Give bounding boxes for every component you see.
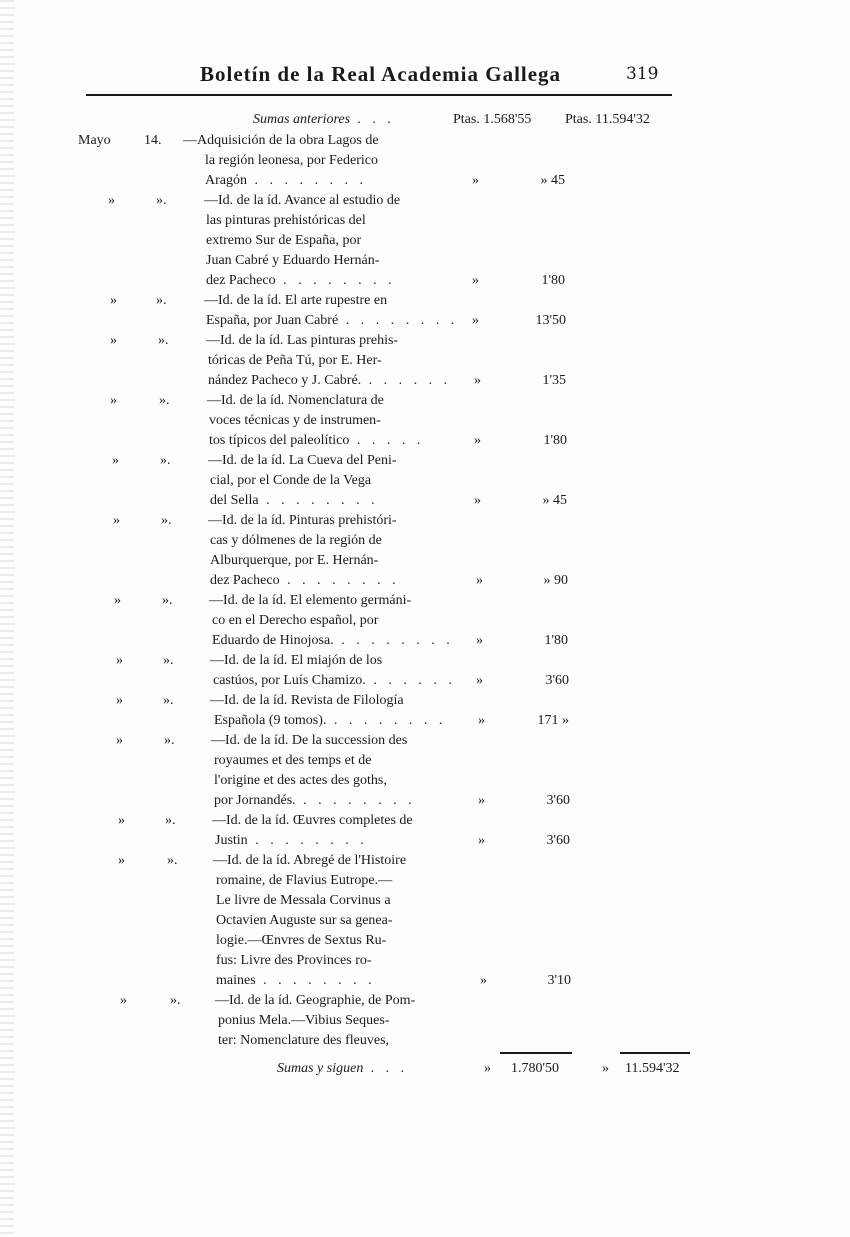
entry-text-line	[212, 631, 454, 651]
entry-text: —Id. de la íd. Geographie, de Pom-	[215, 993, 416, 1008]
entry-amount: 3'60	[546, 793, 570, 808]
entry-text: —Id. de la íd. El elemento germáni-	[209, 593, 412, 608]
entry-day: ».	[167, 853, 178, 868]
entry-text: cas y dólmenes de la región de	[210, 533, 382, 548]
page-number: 319	[626, 64, 659, 84]
entry-text-line	[216, 891, 391, 911]
carry-forward-label: Sumas anteriores . . .	[253, 112, 396, 127]
entry-text: romaine, de Flavius Eutrope.—	[216, 873, 393, 888]
entry-text: voces técnicas y de instrumen-	[209, 413, 381, 428]
entry-text-line	[206, 211, 366, 231]
totals-col1: 1.780'50	[511, 1061, 560, 1076]
leader-dots: . . . . . . . .	[255, 973, 376, 988]
entry-text-line	[206, 271, 396, 291]
entry-amount: 1'35	[542, 373, 566, 388]
entry-text: las pinturas prehistóricas del	[206, 213, 366, 228]
leader-dots: . . . . . .	[365, 673, 456, 688]
leader-dots: . . . . . . . .	[333, 633, 454, 648]
entry-day: ».	[158, 333, 169, 348]
entry-text: —Id. de la íd. Las pinturas prehis-	[206, 333, 399, 348]
entry-month: »	[118, 813, 125, 828]
entry-text: —Id. de la íd. El miajón de los	[210, 653, 383, 668]
entry-text: ter: Nomenclature des fleuves,	[218, 1033, 390, 1048]
entry-amount: 3'10	[547, 973, 571, 988]
entry-mark: »	[472, 273, 479, 288]
entry-text: Eduardo de Hinojosa.	[212, 633, 334, 648]
entry-text-line	[216, 951, 372, 971]
entry-text: tóricas de Peña Tú, por E. Her-	[208, 353, 382, 368]
entry-text-line	[183, 131, 379, 151]
entry-text: Juan Cabré y Eduardo Hernán-	[206, 253, 380, 268]
entry-day: ».	[162, 593, 173, 608]
entry-day: ».	[159, 393, 170, 408]
entry-month: »	[110, 393, 117, 408]
entry-text-line	[210, 691, 404, 711]
entry-text-line	[210, 571, 400, 591]
entry-month: »	[110, 333, 117, 348]
entry-month: »	[108, 193, 115, 208]
entry-amount: 1'80	[541, 273, 565, 288]
entry-text: Aragón	[205, 173, 247, 188]
leader-dots: . . . . . . . .	[275, 273, 396, 288]
entry-text: —Id. de la íd. Avance al estudio de	[204, 193, 401, 208]
subtotal-rule-col2	[620, 1052, 690, 1054]
entry-text-line	[208, 451, 397, 471]
entry-amount: 3'60	[545, 673, 569, 688]
entry-text: —Id. de la íd. Abregé de l'Histoire	[213, 853, 407, 868]
entry-text: —Id. de la íd. La Cueva del Peni-	[208, 453, 397, 468]
entry-text: la región leonesa, por Federico	[205, 153, 378, 168]
entry-text: extremo Sur de España, por	[206, 233, 362, 248]
entry-text-line	[218, 1011, 389, 1031]
entry-text: —Id. de la íd. Œuvres completes de	[212, 813, 413, 828]
entry-text-line	[212, 611, 378, 631]
entry-text-line	[208, 371, 451, 391]
entry-text: royaumes et des temps et de	[214, 753, 372, 768]
leader-dots: . . . . . . . .	[326, 713, 447, 728]
entry-month: »	[112, 453, 119, 468]
entry-text-line	[215, 991, 415, 1011]
entry-text-line	[216, 971, 376, 991]
entry-mark: »	[478, 713, 485, 728]
entry-day: ».	[161, 513, 172, 528]
entry-text-line	[214, 791, 416, 811]
entry-day: 14.	[144, 133, 162, 148]
totals-label: Sumas y siguen . . .	[277, 1061, 409, 1076]
entry-text-line	[210, 651, 382, 671]
entry-month: Mayo	[78, 133, 111, 148]
entry-text: tos típicos del paleolítico	[209, 433, 350, 448]
entry-mark: »	[472, 173, 479, 188]
entry-mark: »	[474, 493, 481, 508]
totals-mark-col1: »	[484, 1061, 491, 1076]
subtotal-rule-col1	[500, 1052, 572, 1054]
entry-mark: »	[474, 433, 481, 448]
entry-text: ponius Mela.—Vibius Seques-	[218, 1013, 390, 1028]
entry-text-line	[216, 871, 392, 891]
entry-month: »	[116, 733, 123, 748]
entry-text-line	[214, 771, 387, 791]
entry-text: logie.—Œnvres de Sextus Ru-	[216, 933, 387, 948]
entry-day: ».	[164, 733, 175, 748]
leader-dots: . . . . . . . .	[247, 173, 367, 188]
entry-text-line	[204, 291, 387, 311]
entry-mark: »	[476, 573, 483, 588]
entry-amount: 13'50	[535, 313, 566, 328]
entry-text: del Sella	[210, 493, 259, 508]
entry-mark: »	[476, 633, 483, 648]
entry-text: —Id. de la íd. El arte rupestre en	[204, 293, 388, 308]
entry-month: »	[110, 293, 117, 308]
entry-text-line	[209, 431, 424, 451]
entry-text: Le livre de Messala Corvinus a	[216, 893, 391, 908]
entry-month: »	[116, 693, 123, 708]
entry-text-line	[213, 851, 406, 871]
entry-mark: »	[472, 313, 479, 328]
entry-text: —Id. de la íd. Nomenclatura de	[207, 393, 384, 408]
entry-text: dez Pacheco	[206, 273, 276, 288]
entry-text-line	[210, 551, 378, 571]
entry-mark: »	[478, 833, 485, 848]
entry-text: Octavien Auguste sur sa genea-	[216, 913, 393, 928]
entry-text: nández Pacheco y J. Cabré.	[208, 373, 362, 388]
entry-text-line	[210, 491, 379, 511]
entry-amount: » 45	[540, 173, 565, 188]
entry-text: por Jornandés.	[214, 793, 296, 808]
entry-text-line	[212, 811, 413, 831]
entry-text-line	[206, 251, 379, 271]
running-title: Boletín de la Real Academia Gallega	[200, 62, 562, 86]
entry-text: —Id. de la íd. De la succession des	[211, 733, 408, 748]
entry-mark: »	[478, 793, 485, 808]
entry-month: »	[116, 653, 123, 668]
entry-text-line	[205, 171, 367, 191]
entry-text-line	[214, 751, 371, 771]
entry-day: ».	[163, 653, 174, 668]
entry-text: Justin	[215, 833, 248, 848]
page-spine-shadow	[0, 0, 14, 1237]
leader-dots: . . . . . . . .	[295, 793, 416, 808]
entry-mark: »	[476, 673, 483, 688]
entry-text-line	[209, 591, 411, 611]
entry-text: fus: Livre des Provinces ro-	[216, 953, 372, 968]
entry-day: ».	[156, 293, 167, 308]
entry-text-line	[206, 311, 458, 331]
leader-dots: . . . . . . . .	[258, 493, 379, 508]
entry-amount: » 90	[543, 573, 568, 588]
entry-text-line	[205, 151, 378, 171]
entry-amount: 1'80	[544, 633, 568, 648]
leader-dots: . . . . . .	[361, 373, 452, 388]
entry-text-line	[204, 191, 400, 211]
entry-text-line	[213, 671, 456, 691]
entry-day: ».	[170, 993, 181, 1008]
entry-text-line	[210, 531, 382, 551]
entry-text: Alburquerque, por E. Hernán-	[210, 553, 379, 568]
entry-amount: » 45	[542, 493, 567, 508]
totals-col2: 11.594'32	[625, 1061, 680, 1076]
entry-text-line	[218, 1031, 389, 1051]
entry-month: »	[118, 853, 125, 868]
entry-text: Española (9 tomos).	[214, 713, 327, 728]
entry-text-line	[209, 411, 381, 431]
entry-amount: 3'60	[546, 833, 570, 848]
entry-month: »	[113, 513, 120, 528]
entry-text: l'origine et des actes des goths,	[214, 773, 387, 788]
leader-dots: . . . . .	[349, 433, 425, 448]
entry-text: cial, por el Conde de la Vega	[210, 473, 372, 488]
entry-month: »	[120, 993, 127, 1008]
entry-text-line	[216, 931, 386, 951]
entry-day: ».	[160, 453, 171, 468]
totals-mark-col2: »	[602, 1061, 609, 1076]
entry-amount: 1'80	[543, 433, 567, 448]
entry-text: —Adquisición de la obra Lagos de	[183, 133, 379, 148]
entry-text: co en el Derecho español, por	[212, 613, 379, 628]
entry-mark: »	[480, 973, 487, 988]
page-header	[0, 60, 850, 92]
entry-text-line	[210, 471, 371, 491]
leader-dots: . . . . . . . .	[279, 573, 400, 588]
entry-text-line	[208, 511, 397, 531]
entry-day: ».	[165, 813, 176, 828]
carry-forward-col2: Ptas. 11.594'32	[565, 112, 650, 127]
entry-day: ».	[156, 193, 167, 208]
entry-amount: 171 »	[537, 713, 569, 728]
entry-text-line	[214, 711, 446, 731]
leader-dots: . . . . . . . .	[247, 833, 368, 848]
entry-text: —Id. de la íd. Revista de Filología	[210, 693, 404, 708]
header-rule	[86, 94, 672, 96]
entry-text: España, por Juan Cabré	[206, 313, 339, 328]
entry-text: dez Pacheco	[210, 573, 280, 588]
entry-text: —Id. de la íd. Pinturas prehistóri-	[208, 513, 397, 528]
entry-text-line	[206, 331, 398, 351]
entry-text-line	[207, 391, 384, 411]
entry-text-line	[215, 831, 368, 851]
entry-text-line	[211, 731, 407, 751]
entry-text: castúos, por Luís Chamizo.	[213, 673, 366, 688]
entry-mark: »	[474, 373, 481, 388]
entry-text-line	[216, 911, 393, 931]
leader-dots: . . . . . . . .	[338, 313, 459, 328]
entry-day: ».	[163, 693, 174, 708]
entry-month: »	[114, 593, 121, 608]
entry-text: maines	[216, 973, 256, 988]
carry-forward-col1: Ptas. 1.568'55	[453, 112, 532, 127]
entry-text-line	[206, 231, 361, 251]
entry-text-line	[208, 351, 382, 371]
